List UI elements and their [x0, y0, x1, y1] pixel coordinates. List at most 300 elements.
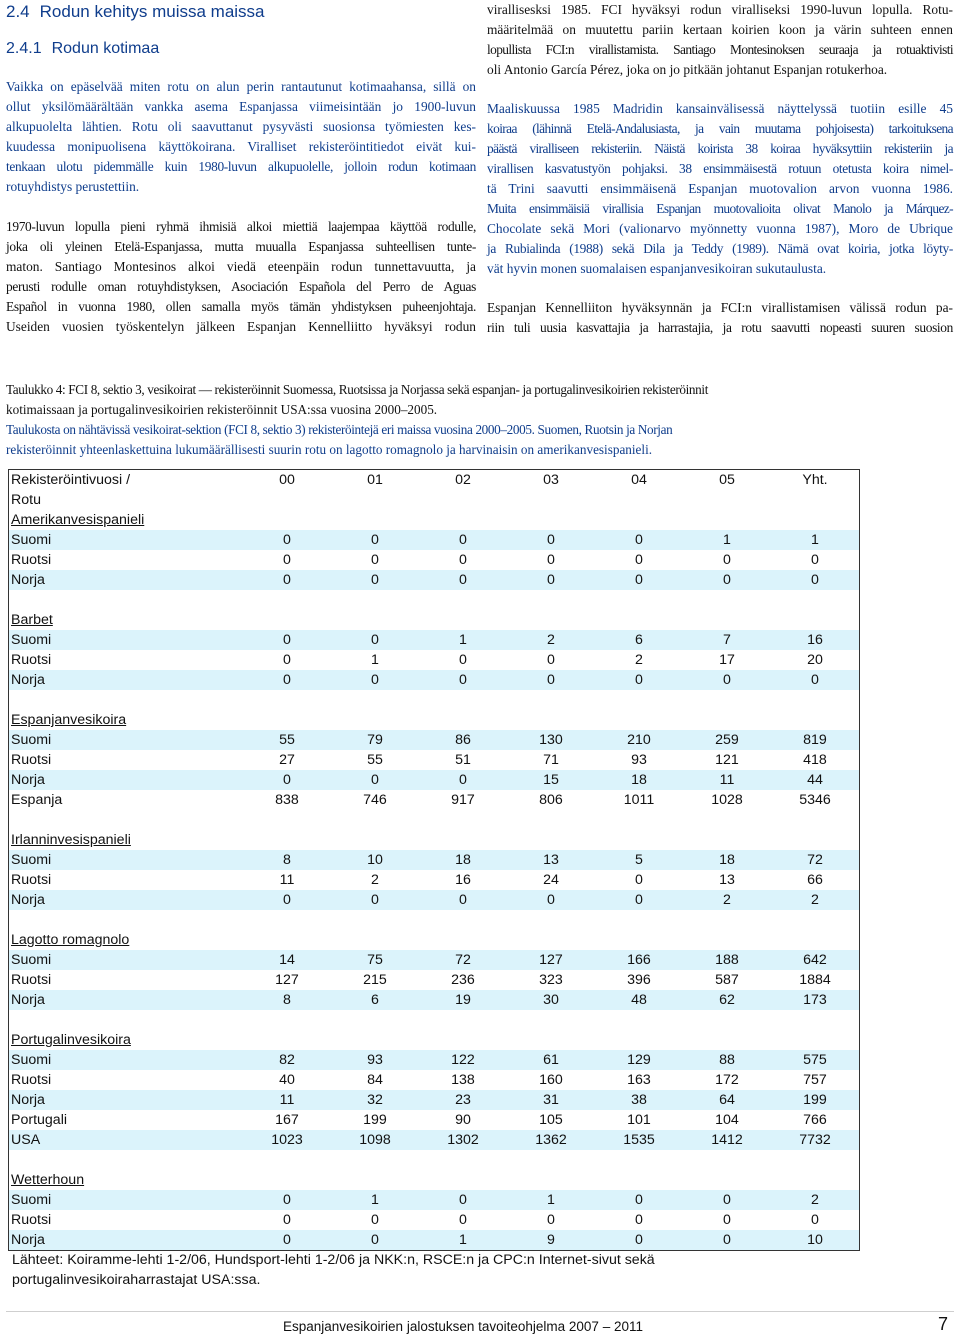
table-cell: 88	[683, 1050, 771, 1070]
table-cell: 0	[459, 1212, 467, 1228]
section-number: 2.4	[6, 2, 30, 21]
table-spacer-row	[9, 590, 859, 610]
table-cell: 199	[363, 1112, 387, 1128]
table-cell: 215	[363, 972, 387, 988]
country-label: Norja	[9, 1090, 243, 1110]
table-cell: 173	[771, 990, 859, 1010]
table-cell: 0	[243, 770, 331, 790]
table-cell: 0	[811, 1212, 819, 1228]
text-line: maton. Santiago Montesinos alkoi viedä eteenpäin rodun tunnettavuutta, ja	[6, 259, 476, 274]
text-line: tenkaan ulotu pidemmälle kuin 1980-luvun alkupuolelle, jolloin rodun kotimaan	[6, 159, 476, 174]
table-cell: 19	[419, 990, 507, 1010]
table-cell: 61	[507, 1050, 595, 1070]
text-line: ollut yksilömäärältään vankka asema Espanjassa viimeisintään jo 1900-luvun	[6, 99, 476, 114]
table-cell: 11	[683, 770, 771, 790]
table-cell: 23	[419, 1090, 507, 1110]
table-row	[9, 1190, 859, 1210]
table-cell: 0	[331, 890, 419, 910]
table-cell: 2	[635, 652, 643, 668]
column-header: 01	[367, 472, 383, 488]
table-cell: 323	[539, 972, 563, 988]
table-cell: 0	[419, 770, 507, 790]
table-cell: 0	[771, 670, 859, 690]
table-cell: 14	[243, 950, 331, 970]
table-cell: 90	[455, 1112, 471, 1128]
table-cell: 163	[627, 1072, 651, 1088]
table-row	[9, 570, 859, 590]
table-cell: 64	[683, 1090, 771, 1110]
table-cell: 1412	[683, 1130, 771, 1150]
table-cell: 1	[683, 530, 771, 550]
country-label: Ruotsi	[11, 1212, 52, 1228]
table-cell: 130	[507, 730, 595, 750]
table-cell: 0	[507, 570, 595, 590]
table-cell: 1	[419, 1230, 507, 1250]
header-label: Rekisteröintivuosi /	[11, 472, 131, 488]
table-cell: 757	[803, 1072, 827, 1088]
country-label: Ruotsi	[11, 972, 52, 988]
table-cell: 1362	[507, 1130, 595, 1150]
table-cell: 40	[279, 1072, 295, 1088]
table-cell: 188	[683, 950, 771, 970]
table-cell: 10	[331, 850, 419, 870]
table-cell: 0	[547, 552, 555, 568]
table-cell: 0	[635, 552, 643, 568]
table-cell: 236	[451, 972, 475, 988]
table-cell: 2	[371, 872, 379, 888]
sources-line: Lähteet: Koiramme-lehti 1-2/06, Hundsport-lehti 1-2/06 ja NKK:n, RSCE:n ja CPC:n Internet-sivut sekä	[12, 1252, 655, 1268]
table-cell: 13	[507, 850, 595, 870]
table-cell: 71	[543, 752, 559, 768]
country-label: Suomi	[9, 730, 243, 750]
table-cell: 0	[419, 1190, 507, 1210]
table-cell: 1	[331, 1190, 419, 1210]
table-cell: 0	[283, 552, 291, 568]
country-label: Portugali	[11, 1112, 67, 1128]
sources-note	[12, 1250, 655, 1290]
right-paragraph-2	[487, 99, 953, 279]
country-label: Suomi	[9, 1190, 243, 1210]
table-cell: 160	[539, 1072, 563, 1088]
table-cell: 199	[771, 1090, 859, 1110]
table-cell: 93	[631, 752, 647, 768]
country-label: Norja	[9, 570, 243, 590]
table-header-row	[9, 470, 859, 490]
table-cell: 75	[331, 950, 419, 970]
table-row	[9, 670, 859, 690]
table-cell: 18	[683, 850, 771, 870]
table-row	[9, 890, 859, 910]
country-label: Ruotsi	[11, 872, 52, 888]
registration-table	[9, 470, 859, 1250]
country-label: Suomi	[9, 530, 243, 550]
table-cell: 766	[803, 1112, 827, 1128]
table-cell: 48	[595, 990, 683, 1010]
table-cell: 121	[715, 752, 739, 768]
table-row	[9, 870, 859, 890]
table-cell: 0	[595, 890, 683, 910]
table-cell: 0	[683, 1230, 771, 1250]
table-cell: 93	[331, 1050, 419, 1070]
country-label: Ruotsi	[11, 652, 52, 668]
table-row	[9, 1230, 859, 1250]
text-line: alkupuolelta lähtien. Rotu oli saavuttanut pysyvästi suosionsa työmiesten kes-	[6, 119, 476, 134]
table-row	[9, 950, 859, 970]
text-line: päästä viralliseen rekisteriin. Näistä koirista 38 koiraa hyväksyttiin rekisteriin ja	[487, 141, 953, 156]
table-cell: 15	[507, 770, 595, 790]
table-cell: 575	[771, 1050, 859, 1070]
table-cell: 1535	[595, 1130, 683, 1150]
text-line: Useiden vuosien työskentelyn jälkeen Espanjan Kennelliitto hyväksyi rodun	[6, 319, 476, 334]
table-cell: 16	[455, 872, 471, 888]
table-row	[9, 990, 859, 1010]
table-cell: 210	[595, 730, 683, 750]
table-cell: 0	[459, 552, 467, 568]
section-title: Rodun kehitys muissa maissa	[39, 2, 265, 21]
table-cell: 0	[595, 1190, 683, 1210]
column-header: 02	[455, 472, 471, 488]
table-cell: 0	[243, 570, 331, 590]
table-cell: 5	[595, 850, 683, 870]
table-cell: 0	[635, 1212, 643, 1228]
table-cell: 806	[539, 792, 563, 808]
text-line: määritelmää on muutettu pariin kertaan koirien koon ja värin suhteen ennen	[487, 22, 953, 37]
table-cell: 0	[283, 1212, 291, 1228]
table-cell: 0	[331, 770, 419, 790]
table-row	[9, 970, 859, 990]
table-cell: 30	[507, 990, 595, 1010]
column-header: 05	[719, 472, 735, 488]
table-cell: 72	[419, 950, 507, 970]
table-cell: 66	[807, 872, 823, 888]
country-label: Suomi	[9, 630, 243, 650]
table-cell: 0	[683, 670, 771, 690]
table-cell: 0	[595, 530, 683, 550]
table-cell: 10	[771, 1230, 859, 1250]
table-cell: 104	[715, 1112, 739, 1128]
table-cell: 0	[331, 570, 419, 590]
table-cell: 44	[771, 770, 859, 790]
table-cell: 7	[683, 630, 771, 650]
table-cell: 0	[547, 652, 555, 668]
text-line: oli Antonio García Pérez, joka on jo pitkään johtanut Espanjan rotukerhoa.	[487, 62, 888, 77]
table-row	[9, 790, 859, 810]
table-row	[9, 750, 859, 770]
column-header: 03	[543, 472, 559, 488]
table-cell: 0	[331, 1230, 419, 1250]
table-cell: 0	[595, 670, 683, 690]
table-cell: 0	[771, 570, 859, 590]
table-cell: 0	[243, 530, 331, 550]
table-cell: 0	[507, 670, 595, 690]
table-cell: 27	[279, 752, 295, 768]
registration-table-body	[9, 470, 859, 1250]
text-line: virallisesksi 1985. FCI hyväksyi rodun viralliseksi 1990-luvun lopulla. Rotu-	[487, 2, 953, 17]
country-label: USA	[9, 1130, 243, 1150]
table-cell: 418	[803, 752, 827, 768]
text-line: vät hyvin monen suomalaisen espanjanvesikoiran sukutaulusta.	[487, 261, 827, 276]
breed-name: Lagotto romagnolo	[11, 932, 130, 948]
table-cell: 55	[367, 752, 383, 768]
table-cell: 0	[507, 530, 595, 550]
table-row	[9, 630, 859, 650]
table-cell: 0	[683, 1190, 771, 1210]
table-cell: 1011	[623, 792, 655, 808]
table-cell: 9	[507, 1230, 595, 1250]
table-cell: 17	[719, 652, 735, 668]
table-cell: 62	[683, 990, 771, 1010]
breed-group-row	[9, 930, 859, 950]
table-cell: 0	[595, 570, 683, 590]
table-cell: 1	[419, 630, 507, 650]
table-cell: 72	[771, 850, 859, 870]
table-cell: 642	[771, 950, 859, 970]
text-line: Espanjan Kennelliiton hyväksynnän ja FCI:n virallistamisen välissä rodun pa-	[487, 300, 953, 315]
text-line: Chocolate sekä Mori (valionarvo myönnetty vuonna 1987), Moro de Ubrique	[487, 221, 953, 236]
text-line: Español in vuonna 1980, ollen samalla myös tämän yhdistyksen puheenjohtaja.	[6, 299, 476, 314]
table-cell: 1302	[419, 1130, 507, 1150]
text-line: virallisen kasvatustyön pohjaksi. 38 ensimmäisestä rotuun otetusta koira nimel-	[487, 161, 953, 176]
country-label: Norja	[9, 990, 243, 1010]
text-line: koiraa (lähinnä Etelä-Andalusiasta, ja vain muutama pohjoisesta) tarkoituksena	[487, 121, 953, 136]
table-spacer-row	[9, 910, 859, 930]
table-row	[9, 650, 859, 670]
country-label: Norja	[9, 1230, 243, 1250]
table-cell: 172	[715, 1072, 739, 1088]
breed-name: Amerikanvesispanieli	[11, 512, 145, 528]
table-cell: 0	[459, 652, 467, 668]
table-cell: 0	[419, 890, 507, 910]
text-line: 1970-luvun lopulla pieni ryhmä ihmisiä alkoi miettiä laajempaa käyttöä rodulle,	[6, 219, 476, 234]
subsection-title: Rodun kotimaa	[51, 40, 160, 57]
subsection-heading	[6, 39, 476, 59]
text-line: perusti rodulle oman rotuyhdistyksen, Asociación Española del Perro de Aguas	[6, 279, 476, 294]
table-cell: 6	[595, 630, 683, 650]
text-line: lopullista FCI:n virallistamista. Santiago Montesinoksen seuraaja ja rotuaktivisti	[487, 42, 953, 57]
table-row	[9, 1070, 859, 1090]
table-caption	[6, 380, 956, 460]
table-row	[9, 550, 859, 570]
table-cell: 1	[507, 1190, 595, 1210]
table-cell: 11	[279, 872, 295, 888]
table-spacer-row	[9, 1010, 859, 1030]
table-cell: 82	[243, 1050, 331, 1070]
table-spacer-row	[9, 810, 859, 830]
table-cell: 8	[243, 850, 331, 870]
right-paragraph-3	[487, 298, 953, 338]
table-cell: 259	[683, 730, 771, 750]
column-header: 04	[631, 472, 647, 488]
text-line: ja Rubialinda (1988) sekä Dila ja Teddy (1989). Nämä ovat koiria, jotka löyty-	[487, 241, 953, 256]
table-cell: 18	[595, 770, 683, 790]
breed-group-row	[9, 510, 859, 530]
country-label: Ruotsi	[11, 752, 52, 768]
table-cell: 1884	[799, 972, 831, 988]
country-label: Ruotsi	[11, 552, 52, 568]
table-cell: 24	[543, 872, 559, 888]
table-cell: 0	[723, 552, 731, 568]
table-cell: 7732	[771, 1130, 859, 1150]
table-spacer-row	[9, 1150, 859, 1170]
subsection-number: 2.4.1	[6, 40, 42, 57]
country-label: Suomi	[9, 850, 243, 870]
table-cell: 917	[451, 792, 475, 808]
caption-line: kotimaissaan ja portugalinvesikoirien rekisteröinnit USA:ssa vuosina 2000–2005.	[6, 402, 438, 417]
country-label: Norja	[9, 670, 243, 690]
table-cell: 0	[331, 630, 419, 650]
caption-paragraph	[6, 380, 956, 460]
breed-name: Espanjanvesikoira	[11, 712, 127, 728]
table-cell: 55	[243, 730, 331, 750]
table-row	[9, 530, 859, 550]
table-cell: 0	[507, 890, 595, 910]
table-cell: 101	[627, 1112, 651, 1128]
breed-name: Barbet	[11, 612, 53, 628]
breed-group-row	[9, 830, 859, 850]
table-cell: 0	[419, 570, 507, 590]
table-spacer-row	[9, 690, 859, 710]
text-line: Muita ensimmäisiä virallisia Espanjan muotovalioita olivat Manolo ja Márquez-	[487, 201, 953, 216]
left-column	[6, 0, 476, 337]
left-paragraph-2	[6, 217, 476, 337]
footer-divider	[6, 1311, 954, 1312]
section-heading	[6, 1, 476, 23]
table-cell: 18	[419, 850, 507, 870]
table-row	[9, 770, 859, 790]
page-number: 7	[938, 1314, 949, 1334]
table-cell: 32	[331, 1090, 419, 1110]
table-cell: 2	[683, 890, 771, 910]
table-cell: 167	[275, 1112, 299, 1128]
right-paragraph-1	[487, 0, 953, 80]
table-cell: 0	[419, 670, 507, 690]
table-cell: 2	[771, 1190, 859, 1210]
table-cell: 0	[683, 570, 771, 590]
table-row	[9, 1130, 859, 1150]
table-cell: 2	[771, 890, 859, 910]
table-cell: 79	[331, 730, 419, 750]
table-cell: 2	[507, 630, 595, 650]
table-row	[9, 1210, 859, 1230]
table-cell: 0	[723, 1212, 731, 1228]
table-cell: 0	[243, 890, 331, 910]
table-cell: 127	[507, 950, 595, 970]
table-cell: 0	[547, 1212, 555, 1228]
country-label: Suomi	[9, 1050, 243, 1070]
breed-group-row	[9, 1030, 859, 1050]
table-cell: 122	[419, 1050, 507, 1070]
table-cell: 0	[371, 552, 379, 568]
table-cell: 1098	[331, 1130, 419, 1150]
table-row	[9, 1110, 859, 1130]
table-cell: 587	[715, 972, 739, 988]
table-row	[9, 730, 859, 750]
breed-name: Wetterhoun	[11, 1172, 85, 1188]
table-cell: 0	[331, 530, 419, 550]
table-cell: 5346	[799, 792, 831, 808]
footer-title: Espanjanvesikoirien jalostuksen tavoiteohjelma 2007 – 2011	[283, 1319, 643, 1334]
country-label: Norja	[9, 770, 243, 790]
table-cell: 51	[455, 752, 471, 768]
table-cell: 13	[719, 872, 735, 888]
text-line: riin tuli uusia kasvattajia ja harrastajia, ja rotu saavutti nopeasti suuren suosion	[487, 320, 953, 335]
table-cell: 0	[595, 1230, 683, 1250]
table-cell: 0	[331, 670, 419, 690]
table-cell: 819	[771, 730, 859, 750]
table-header-row-2	[9, 490, 859, 510]
table-cell: 1	[771, 530, 859, 550]
caption-line: rekisteröinnit yhteenlaskettuina lukumäärällisesti suurin rotu on lagotto romagnolo ja harvinaisin on amerikanvesispanieli.	[6, 442, 653, 457]
table-cell: 1	[371, 652, 379, 668]
table-cell: 0	[243, 670, 331, 690]
table-cell: 0	[243, 1190, 331, 1210]
country-label: Ruotsi	[11, 1072, 52, 1088]
table-cell: 0	[635, 872, 643, 888]
left-paragraph-1	[6, 77, 476, 197]
table-cell: 38	[595, 1090, 683, 1110]
table-cell: 127	[275, 972, 299, 988]
breed-name: Irlanninvesispanieli	[11, 832, 131, 848]
table-cell: 129	[595, 1050, 683, 1070]
country-label: Espanja	[11, 792, 63, 808]
breed-group-row	[9, 1170, 859, 1190]
table-cell: 105	[539, 1112, 563, 1128]
text-line: Maaliskuussa 1985 Madridin kansainvälisessä näyttelyssä tuotiin esille 45	[487, 101, 953, 116]
table-row	[9, 1050, 859, 1070]
table-cell: 0	[243, 630, 331, 650]
column-header: 00	[279, 472, 295, 488]
table-cell: 1028	[711, 792, 743, 808]
table-cell: 0	[811, 552, 819, 568]
table-cell: 11	[243, 1090, 331, 1110]
table-cell: 31	[507, 1090, 595, 1110]
breed-group-row	[9, 710, 859, 730]
text-line: Vaikka on epäselvää miten rotu on alun perin rantautunut kotimaahansa, sillä on	[6, 79, 476, 94]
text-line: tä Trini saavutti ensimmäisenä Espanjan muotovalion arvon vuonna 1986.	[487, 181, 953, 196]
text-line: rotuyhdistys perustettiin.	[6, 179, 140, 194]
table-cell: 86	[419, 730, 507, 750]
caption-line: Taulukko 4: FCI 8, sektio 3, vesikoirat — rekisteröinnit Suomessa, Ruotsissa ja Norjassa sekä espanjan- ja portugalinvesikoirien rekisteröinnit	[6, 382, 709, 397]
table-cell: 84	[367, 1072, 383, 1088]
table-row	[9, 850, 859, 870]
table-cell: 138	[451, 1072, 475, 1088]
header-label: Rotu	[11, 492, 41, 508]
table-row	[9, 1090, 859, 1110]
table-cell: 0	[419, 530, 507, 550]
sources-line: portugalinvesikoiraharrastajat USA:ssa.	[12, 1272, 261, 1288]
column-header: Yht.	[802, 472, 828, 488]
country-label: Norja	[9, 890, 243, 910]
table-cell: 0	[371, 1212, 379, 1228]
right-column	[487, 0, 953, 338]
caption-line: Taulukosta on nähtävissä vesikoirat-sektion (FCI 8, sektio 3) rekisteröintejä eri maissa vuosina 2000–2005. Suomen, Ruotsin ja Norjan	[6, 422, 673, 437]
breed-name: Portugalinvesikoira	[11, 1032, 131, 1048]
table-cell: 0	[243, 1230, 331, 1250]
table-cell: 6	[331, 990, 419, 1010]
country-label: Suomi	[9, 950, 243, 970]
text-line: joka oli yleinen Etelä-Espanjassa, mutta muualla Espanjassa suhteellisen tunte-	[6, 239, 476, 254]
table-cell: 8	[243, 990, 331, 1010]
table-cell: 166	[595, 950, 683, 970]
table-cell: 16	[771, 630, 859, 650]
table-cell: 20	[807, 652, 823, 668]
breed-group-row	[9, 610, 859, 630]
table-cell: 0	[283, 652, 291, 668]
table-cell: 838	[275, 792, 299, 808]
table-cell: 396	[627, 972, 651, 988]
text-line: kuudessa monipuolisena käyttökoirana. Viralliset rekisteröintitiedot eivät kui-	[6, 139, 476, 154]
table-cell: 1023	[243, 1130, 331, 1150]
